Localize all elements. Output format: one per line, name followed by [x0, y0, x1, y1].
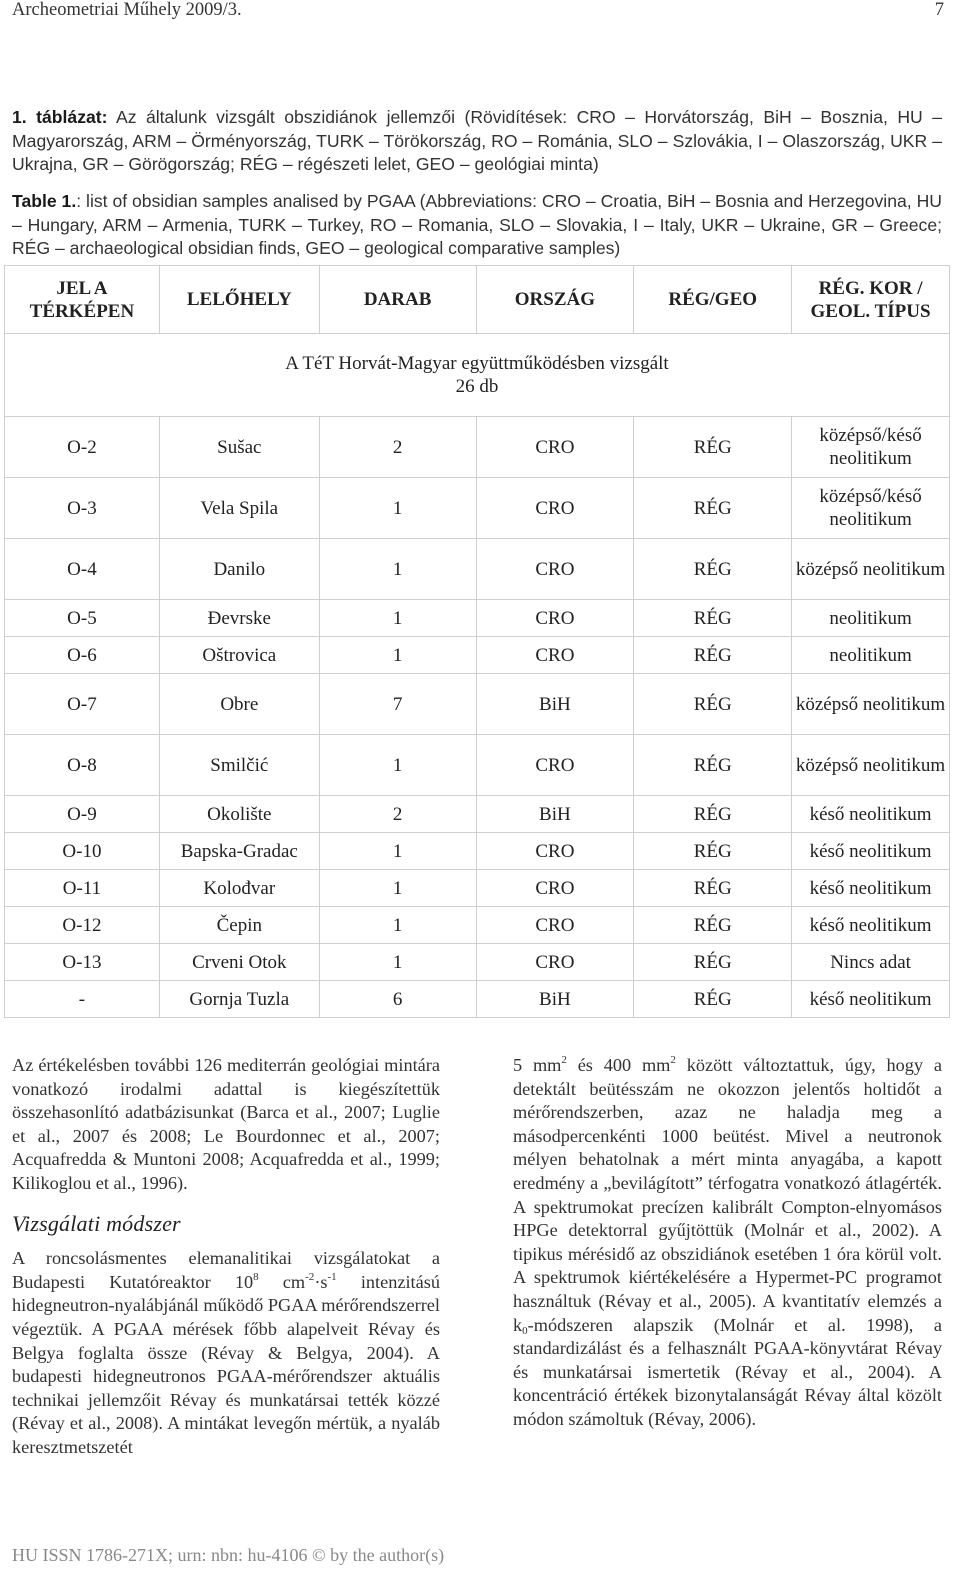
- cell-site: Smilčić: [159, 735, 319, 796]
- cell-reg-geo: RÉG: [634, 796, 792, 833]
- cell-reg-geo: RÉG: [634, 674, 792, 735]
- cell-reg-geo: RÉG: [634, 417, 792, 478]
- superscript: -2: [305, 1270, 315, 1283]
- caption-hu-text: Az általunk vizsgált obszidiánok jellemzői (Rövidítések: CRO – Horvátország, BiH – Bosznia, HU – Magyarország, ARM – Örményország, TURK – Törökország, RO – Románia, SLO – Szlovákia, I – Olaszország, UKR – Ukrajna, GR – Görögország; RÉG – régészeti lelet, GEO – geológiai minta): [12, 107, 942, 175]
- table-row: [5, 796, 950, 833]
- caption-hu-label: 1. táblázat:: [12, 107, 108, 127]
- header-country: ORSZÁG: [476, 266, 634, 334]
- text-run: A roncsolásmentes elemanalitikai vizsgálatokat a Budapesti Kutatóreaktor 10: [12, 1248, 440, 1292]
- cell-site: Kolođvar: [159, 870, 319, 907]
- cell-reg-geo: RÉG: [634, 478, 792, 539]
- cell-site: Gornja Tuzla: [159, 981, 319, 1018]
- cell-country: BiH: [476, 674, 634, 735]
- body-right-column: [513, 1054, 942, 1432]
- cell-country: CRO: [476, 870, 634, 907]
- cell-age-type: középső neolitikum: [792, 674, 950, 735]
- table-row: [5, 539, 950, 600]
- table-row: [5, 417, 950, 478]
- caption-en-text: : list of obsidian samples analised by PGAA (Abbreviations: CRO – Croatia, BiH – Bosnia and Herzegovina, HU – Hungary, ARM – Armenia, TURK – Turkey, RO – Romania, SLO – Slovakia, I – Italy, UKR – Ukraine, GR – Greece; RÉG – archaeological obsidian finds, GEO – geological comparative samples): [12, 191, 942, 259]
- text-run: között változtattuk, úgy, hogy a detektált beütésszám ne okozzon jelentős holtidőt a mérőrendszerben, azaz ne haladja meg a másodpercenkénti 1000 beütést. Mivel a neutronok mélyen behatolnak a mért minta anyagába, a kapott eredmény a „bevilágított” térfogatra vonatkozó átlagérték. A spektrumokat precízen kalibrált Compton-elnyomásos HPGe detektorral gyűjtöttük (Molnár et al., 2002). A tipikus mérésidő az obszidiánok esetében 1 óra körül volt. A spektrumok kiértékelésére a Hypermet-PC programot használtuk (Révay et al., 2005). A kvantitatív elemzés a k: [513, 1055, 942, 1335]
- cell-age-type: neolitikum: [792, 600, 950, 637]
- table-row: [5, 735, 950, 796]
- cell-map-code: O-5: [5, 600, 160, 637]
- caption-en-label: Table 1.: [12, 191, 77, 211]
- body-left-column: [12, 1054, 440, 1460]
- cell-country: CRO: [476, 417, 634, 478]
- cell-count: 1: [319, 870, 476, 907]
- text-run: 5 mm: [513, 1055, 562, 1075]
- cell-site: Vela Spila: [159, 478, 319, 539]
- body-paragraph-method: [12, 1247, 440, 1459]
- cell-count: 2: [319, 796, 476, 833]
- cell-count: 1: [319, 833, 476, 870]
- cell-count: 1: [319, 944, 476, 981]
- cell-age-type: késő neolitikum: [792, 907, 950, 944]
- superscript: 2: [670, 1054, 676, 1066]
- header-map-code: JEL A TÉRKÉPEN: [5, 266, 160, 334]
- cell-site: Oštrovica: [159, 637, 319, 674]
- text-run: ·s: [314, 1271, 328, 1292]
- cell-reg-geo: RÉG: [634, 907, 792, 944]
- cell-site: Crveni Otok: [159, 944, 319, 981]
- cell-age-type: középső/késő neolitikum: [792, 478, 950, 539]
- text-run: -módszeren alapszik (Molnár et al. 1998), a standardizálást és a felhasznált PGAA-könyvtárat Révay és munkatársai ismertetik (Révay et al., 2004). A koncentráció értékek bizonytalanságát Révay által közölt módon számoltuk (Révay, 2006).: [513, 1314, 942, 1429]
- table-row: [5, 907, 950, 944]
- cell-country: CRO: [476, 478, 634, 539]
- cell-map-code: O-8: [5, 735, 160, 796]
- cell-count: 1: [319, 637, 476, 674]
- cell-site: Sušac: [159, 417, 319, 478]
- table-row: [5, 981, 950, 1018]
- cell-country: CRO: [476, 539, 634, 600]
- table-row: [5, 600, 950, 637]
- cell-count: 1: [319, 907, 476, 944]
- header-count: DARAB: [319, 266, 476, 334]
- obsidian-samples-table: [4, 265, 950, 1018]
- cell-map-code: O-10: [5, 833, 160, 870]
- cell-age-type: késő neolitikum: [792, 870, 950, 907]
- cell-map-code: O-12: [5, 907, 160, 944]
- cell-map-code: -: [5, 981, 160, 1018]
- cell-site: Danilo: [159, 539, 319, 600]
- cell-site: Bapska-Gradac: [159, 833, 319, 870]
- header-age-type: RÉG. KOR / GEOL. TÍPUS: [792, 266, 950, 334]
- cell-country: CRO: [476, 600, 634, 637]
- cell-map-code: O-9: [5, 796, 160, 833]
- cell-reg-geo: RÉG: [634, 833, 792, 870]
- cell-country: CRO: [476, 637, 634, 674]
- table-row: [5, 478, 950, 539]
- cell-reg-geo: RÉG: [634, 735, 792, 796]
- cell-map-code: O-3: [5, 478, 160, 539]
- cell-count: 1: [319, 539, 476, 600]
- cell-map-code: O-7: [5, 674, 160, 735]
- running-header: [12, 0, 944, 22]
- cell-age-type: Nincs adat: [792, 944, 950, 981]
- cell-country: CRO: [476, 907, 634, 944]
- header-site: LELŐHELY: [159, 266, 319, 334]
- cell-reg-geo: RÉG: [634, 944, 792, 981]
- cell-count: 2: [319, 417, 476, 478]
- cell-site: Đevrske: [159, 600, 319, 637]
- cell-age-type: késő neolitikum: [792, 981, 950, 1018]
- cell-reg-geo: RÉG: [634, 981, 792, 1018]
- cell-reg-geo: RÉG: [634, 637, 792, 674]
- cell-count: 7: [319, 674, 476, 735]
- cell-country: BiH: [476, 981, 634, 1018]
- cell-country: CRO: [476, 944, 634, 981]
- cell-reg-geo: RÉG: [634, 870, 792, 907]
- cell-count: 1: [319, 600, 476, 637]
- subscript: 0: [522, 1324, 528, 1337]
- cell-site: Čepin: [159, 907, 319, 944]
- text-run: intenzitású hidegneutron-nyalábjánál működő PGAA mérőrendszerrel végeztük. A PGAA mérések főbb alapelveit Révay és Belgya foglalta össze (Révay & Belgya, 2004). A budapesti hidegneutronos PGAA-mérőrendszer aktuális technikai jellemzőit Révay és munkatársai tették közzé (Révay et al., 2008). A mintákat levegőn mértük, a nyaláb keresztmetszetét: [12, 1271, 441, 1457]
- cell-map-code: O-4: [5, 539, 160, 600]
- cell-age-type: késő neolitikum: [792, 833, 950, 870]
- table-row: [5, 674, 950, 735]
- journal-title: Archeometriai Műhely 2009/3.: [12, 0, 242, 20]
- cell-map-code: O-6: [5, 637, 160, 674]
- cell-map-code: O-2: [5, 417, 160, 478]
- cell-map-code: O-11: [5, 870, 160, 907]
- group-count: 26 db: [455, 376, 499, 397]
- table-caption-english: [12, 190, 942, 261]
- cell-map-code: O-13: [5, 944, 160, 981]
- table-row: [5, 944, 950, 981]
- cell-age-type: középső neolitikum: [792, 539, 950, 600]
- header-reg-geo: RÉG/GEO: [634, 266, 792, 334]
- superscript: -1: [327, 1270, 337, 1283]
- group-title: A TéT Horvát-Magyar együttműködésben vizsgált: [285, 353, 669, 374]
- text-run: és 400 mm: [566, 1055, 671, 1075]
- group-cell: [5, 334, 950, 417]
- section-heading: Vizsgálati módszer: [12, 1210, 181, 1236]
- table-row: [5, 833, 950, 870]
- cell-age-type: neolitikum: [792, 637, 950, 674]
- cell-count: 6: [319, 981, 476, 1018]
- cell-age-type: középső neolitikum: [792, 735, 950, 796]
- table-row: [5, 637, 950, 674]
- text-run: cm: [258, 1271, 306, 1292]
- cell-age-type: középső/késő neolitikum: [792, 417, 950, 478]
- cell-site: Obre: [159, 674, 319, 735]
- cell-count: 1: [319, 735, 476, 796]
- body-paragraph: Az értékelésben további 126 mediterrán geológiai mintára vonatkozó irodalmi adattal is kiegészítettük összehasonlító adatbázisunkat (Barca et al., 2007; Luglie et al., 2007 és 2008; Le Bourdonnec et al., 2007; Acquafredda & Muntoni 2008; Acquafredda et al., 1999; Kilikoglou et al., 1996).: [12, 1055, 440, 1193]
- cell-country: CRO: [476, 833, 634, 870]
- body-paragraph-right: [513, 1054, 942, 1432]
- superscript: 2: [561, 1054, 567, 1066]
- footer-issn: HU ISSN 1786-271X; urn: nbn: hu-4106 © by the author(s): [12, 1545, 445, 1565]
- table-header-row: [5, 266, 950, 334]
- page-number: 7: [934, 0, 944, 20]
- cell-country: BiH: [476, 796, 634, 833]
- cell-site: Okolište: [159, 796, 319, 833]
- cell-reg-geo: RÉG: [634, 539, 792, 600]
- table-caption-hungarian: [12, 106, 942, 177]
- table-group-row: [5, 334, 950, 417]
- superscript: 8: [253, 1270, 259, 1283]
- cell-country: CRO: [476, 735, 634, 796]
- cell-count: 1: [319, 478, 476, 539]
- cell-age-type: késő neolitikum: [792, 796, 950, 833]
- table-row: [5, 870, 950, 907]
- cell-reg-geo: RÉG: [634, 600, 792, 637]
